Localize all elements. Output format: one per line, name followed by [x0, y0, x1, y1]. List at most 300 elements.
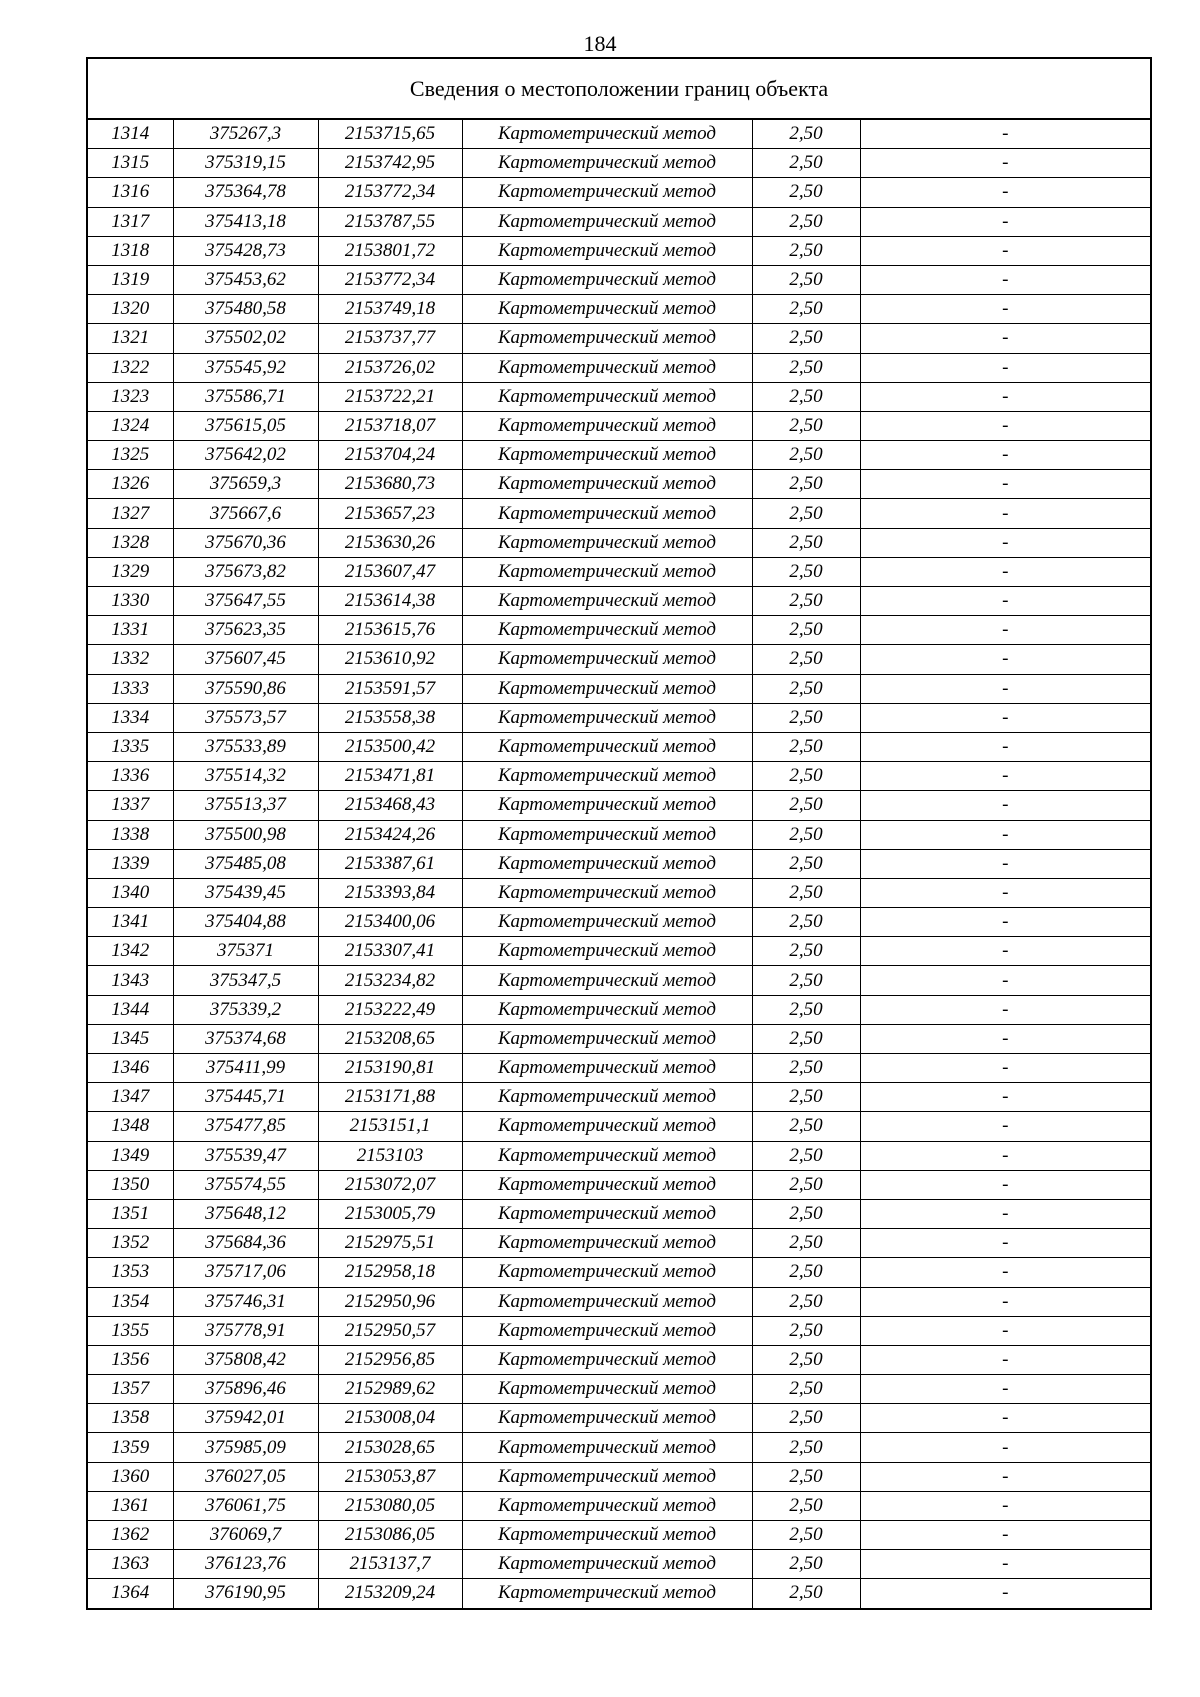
x-coordinate-cell: 375670,36: [173, 528, 318, 557]
point-number-cell: 1315: [87, 149, 173, 178]
point-number-cell: 1314: [87, 119, 173, 149]
x-coordinate-cell: 375502,02: [173, 324, 318, 353]
accuracy-cell: 2,50: [752, 1141, 860, 1170]
point-number-cell: 1342: [87, 937, 173, 966]
table-row: [87, 470, 1151, 499]
method-cell: Картометрический метод: [462, 528, 752, 557]
method-cell: Картометрический метод: [462, 1054, 752, 1083]
x-coordinate-cell: 375404,88: [173, 908, 318, 937]
table-row: [87, 1433, 1151, 1462]
point-number-cell: 1335: [87, 732, 173, 761]
method-cell: Картометрический метод: [462, 1345, 752, 1374]
note-cell: -: [860, 762, 1151, 791]
point-number-cell: 1332: [87, 645, 173, 674]
method-cell: Картометрический метод: [462, 265, 752, 294]
x-coordinate-cell: 375590,86: [173, 674, 318, 703]
x-coordinate-cell: 375411,99: [173, 1054, 318, 1083]
table-row: [87, 791, 1151, 820]
y-coordinate-cell: 2153607,47: [318, 557, 462, 586]
point-number-cell: 1361: [87, 1491, 173, 1520]
x-coordinate-cell: 375717,06: [173, 1258, 318, 1287]
x-coordinate-cell: 375539,47: [173, 1141, 318, 1170]
y-coordinate-cell: 2153680,73: [318, 470, 462, 499]
table-row: [87, 762, 1151, 791]
x-coordinate-cell: 375480,58: [173, 295, 318, 324]
x-coordinate-cell: 375428,73: [173, 236, 318, 265]
note-cell: -: [860, 1287, 1151, 1316]
point-number-cell: 1329: [87, 557, 173, 586]
table-row: [87, 411, 1151, 440]
point-number-cell: 1325: [87, 441, 173, 470]
y-coordinate-cell: 2153028,65: [318, 1433, 462, 1462]
point-number-cell: 1359: [87, 1433, 173, 1462]
method-cell: Картометрический метод: [462, 762, 752, 791]
accuracy-cell: 2,50: [752, 441, 860, 470]
accuracy-cell: 2,50: [752, 937, 860, 966]
y-coordinate-cell: 2152989,62: [318, 1375, 462, 1404]
x-coordinate-cell: 375374,68: [173, 1024, 318, 1053]
point-number-cell: 1356: [87, 1345, 173, 1374]
x-coordinate-cell: 375453,62: [173, 265, 318, 294]
y-coordinate-cell: 2153307,41: [318, 937, 462, 966]
table-row: [87, 1404, 1151, 1433]
note-cell: -: [860, 324, 1151, 353]
table-row: [87, 1579, 1151, 1609]
x-coordinate-cell: 375642,02: [173, 441, 318, 470]
note-cell: -: [860, 149, 1151, 178]
y-coordinate-cell: 2153234,82: [318, 966, 462, 995]
method-cell: Картометрический метод: [462, 937, 752, 966]
table-row: [87, 1345, 1151, 1374]
method-cell: Картометрический метод: [462, 178, 752, 207]
method-cell: Картометрический метод: [462, 119, 752, 149]
note-cell: -: [860, 236, 1151, 265]
y-coordinate-cell: 2153657,23: [318, 499, 462, 528]
x-coordinate-cell: 375485,08: [173, 849, 318, 878]
table-row: [87, 1083, 1151, 1112]
accuracy-cell: 2,50: [752, 528, 860, 557]
note-cell: -: [860, 616, 1151, 645]
accuracy-cell: 2,50: [752, 908, 860, 937]
x-coordinate-cell: 375371: [173, 937, 318, 966]
accuracy-cell: 2,50: [752, 149, 860, 178]
accuracy-cell: 2,50: [752, 1258, 860, 1287]
note-cell: -: [860, 674, 1151, 703]
method-cell: Картометрический метод: [462, 353, 752, 382]
table-row: [87, 820, 1151, 849]
x-coordinate-cell: 375985,09: [173, 1433, 318, 1462]
x-coordinate-cell: 375684,36: [173, 1229, 318, 1258]
accuracy-cell: 2,50: [752, 1316, 860, 1345]
table-title-row: [87, 58, 1151, 119]
point-number-cell: 1321: [87, 324, 173, 353]
table-row: [87, 557, 1151, 586]
x-coordinate-cell: 375413,18: [173, 207, 318, 236]
y-coordinate-cell: 2153222,49: [318, 995, 462, 1024]
y-coordinate-cell: 2153086,05: [318, 1521, 462, 1550]
point-number-cell: 1364: [87, 1579, 173, 1609]
y-coordinate-cell: 2153190,81: [318, 1054, 462, 1083]
point-number-cell: 1351: [87, 1199, 173, 1228]
point-number-cell: 1326: [87, 470, 173, 499]
note-cell: -: [860, 1141, 1151, 1170]
x-coordinate-cell: 375778,91: [173, 1316, 318, 1345]
accuracy-cell: 2,50: [752, 499, 860, 528]
x-coordinate-cell: 375942,01: [173, 1404, 318, 1433]
x-coordinate-cell: 375573,57: [173, 703, 318, 732]
accuracy-cell: 2,50: [752, 1170, 860, 1199]
note-cell: -: [860, 499, 1151, 528]
note-cell: -: [860, 966, 1151, 995]
point-number-cell: 1336: [87, 762, 173, 791]
point-number-cell: 1323: [87, 382, 173, 411]
accuracy-cell: 2,50: [752, 295, 860, 324]
note-cell: -: [860, 1258, 1151, 1287]
x-coordinate-cell: 375267,3: [173, 119, 318, 149]
x-coordinate-cell: 376190,95: [173, 1579, 318, 1609]
note-cell: -: [860, 849, 1151, 878]
table-row: [87, 149, 1151, 178]
boundary-coordinates-table: [86, 57, 1152, 1610]
table-row: [87, 1170, 1151, 1199]
accuracy-cell: 2,50: [752, 587, 860, 616]
note-cell: -: [860, 207, 1151, 236]
table-row: [87, 908, 1151, 937]
method-cell: Картометрический метод: [462, 207, 752, 236]
point-number-cell: 1318: [87, 236, 173, 265]
note-cell: -: [860, 1170, 1151, 1199]
x-coordinate-cell: 375513,37: [173, 791, 318, 820]
point-number-cell: 1362: [87, 1521, 173, 1550]
accuracy-cell: 2,50: [752, 178, 860, 207]
y-coordinate-cell: 2153053,87: [318, 1462, 462, 1491]
point-number-cell: 1327: [87, 499, 173, 528]
x-coordinate-cell: 375746,31: [173, 1287, 318, 1316]
point-number-cell: 1355: [87, 1316, 173, 1345]
method-cell: Картометрический метод: [462, 1287, 752, 1316]
y-coordinate-cell: 2152958,18: [318, 1258, 462, 1287]
note-cell: -: [860, 1579, 1151, 1609]
x-coordinate-cell: 376069,7: [173, 1521, 318, 1550]
accuracy-cell: 2,50: [752, 1199, 860, 1228]
note-cell: -: [860, 587, 1151, 616]
y-coordinate-cell: 2153005,79: [318, 1199, 462, 1228]
point-number-cell: 1333: [87, 674, 173, 703]
method-cell: Картометрический метод: [462, 1404, 752, 1433]
x-coordinate-cell: 375586,71: [173, 382, 318, 411]
note-cell: -: [860, 1199, 1151, 1228]
accuracy-cell: 2,50: [752, 1024, 860, 1053]
y-coordinate-cell: 2153103: [318, 1141, 462, 1170]
y-coordinate-cell: 2153722,21: [318, 382, 462, 411]
table-row: [87, 674, 1151, 703]
note-cell: -: [860, 265, 1151, 294]
y-coordinate-cell: 2153500,42: [318, 732, 462, 761]
note-cell: -: [860, 1521, 1151, 1550]
y-coordinate-cell: 2153558,38: [318, 703, 462, 732]
point-number-cell: 1349: [87, 1141, 173, 1170]
accuracy-cell: 2,50: [752, 703, 860, 732]
y-coordinate-cell: 2153772,34: [318, 265, 462, 294]
method-cell: Картометрический метод: [462, 1491, 752, 1520]
table-row: [87, 207, 1151, 236]
point-number-cell: 1319: [87, 265, 173, 294]
accuracy-cell: 2,50: [752, 411, 860, 440]
method-cell: Картометрический метод: [462, 1112, 752, 1141]
x-coordinate-cell: 375364,78: [173, 178, 318, 207]
accuracy-cell: 2,50: [752, 849, 860, 878]
table-row: [87, 1141, 1151, 1170]
method-cell: Картометрический метод: [462, 1433, 752, 1462]
note-cell: -: [860, 557, 1151, 586]
y-coordinate-cell: 2152950,57: [318, 1316, 462, 1345]
table-row: [87, 236, 1151, 265]
y-coordinate-cell: 2153787,55: [318, 207, 462, 236]
y-coordinate-cell: 2153749,18: [318, 295, 462, 324]
note-cell: -: [860, 411, 1151, 440]
note-cell: -: [860, 1462, 1151, 1491]
point-number-cell: 1360: [87, 1462, 173, 1491]
point-number-cell: 1347: [87, 1083, 173, 1112]
method-cell: Картометрический метод: [462, 849, 752, 878]
method-cell: Картометрический метод: [462, 324, 752, 353]
accuracy-cell: 2,50: [752, 265, 860, 294]
accuracy-cell: 2,50: [752, 1112, 860, 1141]
table-row: [87, 703, 1151, 732]
method-cell: Картометрический метод: [462, 1083, 752, 1112]
method-cell: Картометрический метод: [462, 1579, 752, 1609]
note-cell: -: [860, 528, 1151, 557]
accuracy-cell: 2,50: [752, 878, 860, 907]
method-cell: Картометрический метод: [462, 966, 752, 995]
accuracy-cell: 2,50: [752, 1083, 860, 1112]
point-number-cell: 1358: [87, 1404, 173, 1433]
x-coordinate-cell: 376061,75: [173, 1491, 318, 1520]
table-row: [87, 1521, 1151, 1550]
method-cell: Картометрический метод: [462, 645, 752, 674]
method-cell: Картометрический метод: [462, 441, 752, 470]
point-number-cell: 1344: [87, 995, 173, 1024]
y-coordinate-cell: 2153171,88: [318, 1083, 462, 1112]
note-cell: -: [860, 1054, 1151, 1083]
table-row: [87, 178, 1151, 207]
point-number-cell: 1341: [87, 908, 173, 937]
accuracy-cell: 2,50: [752, 966, 860, 995]
table-row: [87, 1054, 1151, 1083]
table-row: [87, 499, 1151, 528]
x-coordinate-cell: 375659,3: [173, 470, 318, 499]
y-coordinate-cell: 2153737,77: [318, 324, 462, 353]
y-coordinate-cell: 2153610,92: [318, 645, 462, 674]
x-coordinate-cell: 375533,89: [173, 732, 318, 761]
method-cell: Картометрический метод: [462, 499, 752, 528]
accuracy-cell: 2,50: [752, 207, 860, 236]
x-coordinate-cell: 375574,55: [173, 1170, 318, 1199]
method-cell: Картометрический метод: [462, 1462, 752, 1491]
point-number-cell: 1331: [87, 616, 173, 645]
note-cell: -: [860, 995, 1151, 1024]
x-coordinate-cell: 375439,45: [173, 878, 318, 907]
table-body: [87, 58, 1151, 1609]
table-row: [87, 645, 1151, 674]
accuracy-cell: 2,50: [752, 1054, 860, 1083]
note-cell: -: [860, 703, 1151, 732]
point-number-cell: 1348: [87, 1112, 173, 1141]
accuracy-cell: 2,50: [752, 674, 860, 703]
method-cell: Картометрический метод: [462, 1316, 752, 1345]
table-row: [87, 1375, 1151, 1404]
y-coordinate-cell: 2153772,34: [318, 178, 462, 207]
y-coordinate-cell: 2153591,57: [318, 674, 462, 703]
y-coordinate-cell: 2153468,43: [318, 791, 462, 820]
x-coordinate-cell: 375648,12: [173, 1199, 318, 1228]
y-coordinate-cell: 2153080,05: [318, 1491, 462, 1520]
accuracy-cell: 2,50: [752, 1462, 860, 1491]
x-coordinate-cell: 376027,05: [173, 1462, 318, 1491]
table-row: [87, 1024, 1151, 1053]
accuracy-cell: 2,50: [752, 1550, 860, 1579]
accuracy-cell: 2,50: [752, 470, 860, 499]
note-cell: -: [860, 732, 1151, 761]
method-cell: Картометрический метод: [462, 587, 752, 616]
note-cell: -: [860, 178, 1151, 207]
note-cell: -: [860, 1404, 1151, 1433]
accuracy-cell: 2,50: [752, 1491, 860, 1520]
point-number-cell: 1316: [87, 178, 173, 207]
y-coordinate-cell: 2152956,85: [318, 1345, 462, 1374]
method-cell: Картометрический метод: [462, 616, 752, 645]
accuracy-cell: 2,50: [752, 1287, 860, 1316]
table-row: [87, 616, 1151, 645]
table-row: [87, 1112, 1151, 1141]
x-coordinate-cell: 375500,98: [173, 820, 318, 849]
method-cell: Картометрический метод: [462, 995, 752, 1024]
point-number-cell: 1322: [87, 353, 173, 382]
table-row: [87, 732, 1151, 761]
method-cell: Картометрический метод: [462, 1550, 752, 1579]
accuracy-cell: 2,50: [752, 995, 860, 1024]
table-row: [87, 441, 1151, 470]
note-cell: -: [860, 645, 1151, 674]
method-cell: Картометрический метод: [462, 557, 752, 586]
accuracy-cell: 2,50: [752, 1433, 860, 1462]
method-cell: Картометрический метод: [462, 732, 752, 761]
note-cell: -: [860, 878, 1151, 907]
note-cell: -: [860, 1433, 1151, 1462]
table-row: [87, 1462, 1151, 1491]
y-coordinate-cell: 2153209,24: [318, 1579, 462, 1609]
point-number-cell: 1324: [87, 411, 173, 440]
x-coordinate-cell: 375607,45: [173, 645, 318, 674]
method-cell: Картометрический метод: [462, 295, 752, 324]
method-cell: Картометрический метод: [462, 878, 752, 907]
point-number-cell: 1354: [87, 1287, 173, 1316]
x-coordinate-cell: 375667,6: [173, 499, 318, 528]
note-cell: -: [860, 1345, 1151, 1374]
accuracy-cell: 2,50: [752, 762, 860, 791]
x-coordinate-cell: 375615,05: [173, 411, 318, 440]
note-cell: -: [860, 470, 1151, 499]
accuracy-cell: 2,50: [752, 1375, 860, 1404]
method-cell: Картометрический метод: [462, 382, 752, 411]
y-coordinate-cell: 2153704,24: [318, 441, 462, 470]
note-cell: -: [860, 119, 1151, 149]
x-coordinate-cell: 375445,71: [173, 1083, 318, 1112]
point-number-cell: 1346: [87, 1054, 173, 1083]
note-cell: -: [860, 382, 1151, 411]
accuracy-cell: 2,50: [752, 382, 860, 411]
table-row: [87, 1550, 1151, 1579]
note-cell: -: [860, 1083, 1151, 1112]
method-cell: Картометрический метод: [462, 1170, 752, 1199]
point-number-cell: 1343: [87, 966, 173, 995]
accuracy-cell: 2,50: [752, 1229, 860, 1258]
y-coordinate-cell: 2152950,96: [318, 1287, 462, 1316]
point-number-cell: 1357: [87, 1375, 173, 1404]
table-row: [87, 587, 1151, 616]
method-cell: Картометрический метод: [462, 411, 752, 440]
note-cell: -: [860, 1112, 1151, 1141]
method-cell: Картометрический метод: [462, 703, 752, 732]
accuracy-cell: 2,50: [752, 557, 860, 586]
note-cell: -: [860, 1229, 1151, 1258]
point-number-cell: 1363: [87, 1550, 173, 1579]
note-cell: -: [860, 820, 1151, 849]
x-coordinate-cell: 375673,82: [173, 557, 318, 586]
accuracy-cell: 2,50: [752, 645, 860, 674]
note-cell: -: [860, 937, 1151, 966]
y-coordinate-cell: 2153393,84: [318, 878, 462, 907]
point-number-cell: 1340: [87, 878, 173, 907]
note-cell: -: [860, 1375, 1151, 1404]
x-coordinate-cell: 376123,76: [173, 1550, 318, 1579]
note-cell: -: [860, 353, 1151, 382]
x-coordinate-cell: 375339,2: [173, 995, 318, 1024]
table-row: [87, 966, 1151, 995]
y-coordinate-cell: 2153630,26: [318, 528, 462, 557]
page-number: 184: [583, 31, 617, 56]
method-cell: Картометрический метод: [462, 1199, 752, 1228]
table-row: [87, 1258, 1151, 1287]
point-number-cell: 1330: [87, 587, 173, 616]
accuracy-cell: 2,50: [752, 324, 860, 353]
accuracy-cell: 2,50: [752, 1404, 860, 1433]
table-row: [87, 382, 1151, 411]
y-coordinate-cell: 2153424,26: [318, 820, 462, 849]
note-cell: -: [860, 295, 1151, 324]
table-row: [87, 265, 1151, 294]
table-row: [87, 849, 1151, 878]
y-coordinate-cell: 2153742,95: [318, 149, 462, 178]
method-cell: Картометрический метод: [462, 1258, 752, 1287]
x-coordinate-cell: 375647,55: [173, 587, 318, 616]
accuracy-cell: 2,50: [752, 236, 860, 265]
y-coordinate-cell: 2153151,1: [318, 1112, 462, 1141]
y-coordinate-cell: 2153726,02: [318, 353, 462, 382]
point-number-cell: 1353: [87, 1258, 173, 1287]
note-cell: -: [860, 441, 1151, 470]
method-cell: Картометрический метод: [462, 149, 752, 178]
x-coordinate-cell: 375514,32: [173, 762, 318, 791]
note-cell: -: [860, 791, 1151, 820]
table-row: [87, 528, 1151, 557]
accuracy-cell: 2,50: [752, 353, 860, 382]
method-cell: Картометрический метод: [462, 1521, 752, 1550]
table-row: [87, 119, 1151, 149]
y-coordinate-cell: 2153208,65: [318, 1024, 462, 1053]
point-number-cell: 1345: [87, 1024, 173, 1053]
note-cell: -: [860, 908, 1151, 937]
